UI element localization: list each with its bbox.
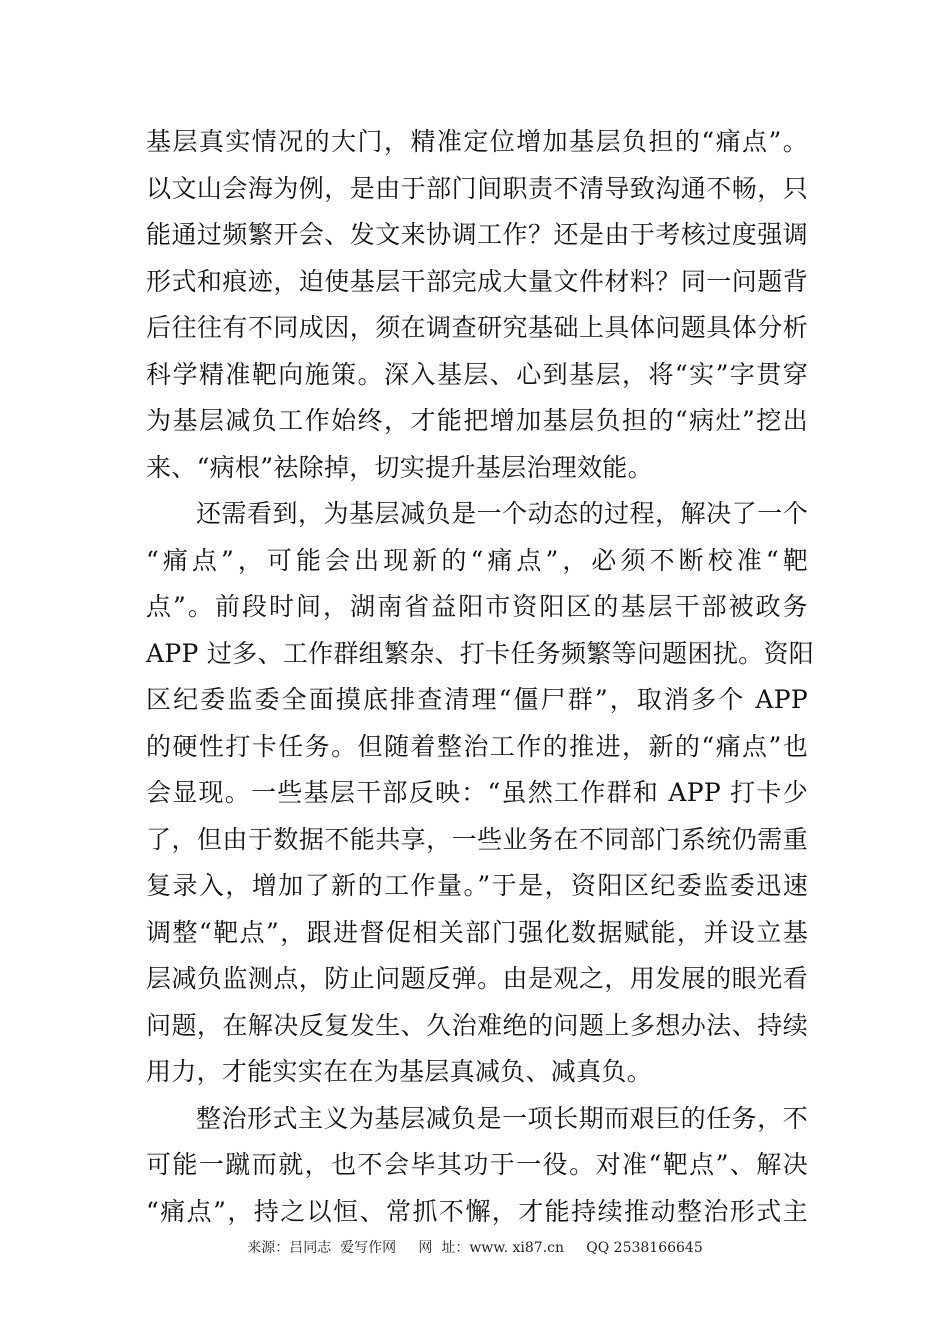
paragraph-start-line: 整治形式主义为基层减负是一项长期而艰巨的任务，不	[196, 1103, 808, 1133]
text-line: 来、“病根”祛除掉，切实提升基层治理效能。	[146, 452, 653, 482]
text-line: 区纪委监委全面摸底排查清理“僵尸群”，取消多个 APP	[146, 685, 808, 714]
text-line: 以文山会海为例，是由于部门间职责不清导致沟通不畅，只	[146, 173, 808, 203]
text-line: 了，但由于数据不能共享，一些业务在不同部门系统仍需重	[146, 824, 808, 854]
text-line: 后往往有不同成因，须在调查研究基础上具体问题具体分析	[146, 313, 808, 342]
text-line: 用力，才能实实在在为基层真减负、减真负。	[146, 1057, 653, 1086]
text-line: 点”。前段时间，湖南省益阳市资阳区的基层干部被政务	[146, 592, 808, 621]
text-line: “痛点”，持之以恒、常抓不懈，才能持续推动整治形式主	[146, 1196, 808, 1226]
text-line: 层减负监测点，防止问题反弹。由是观之，用发展的眼光看	[146, 964, 808, 993]
text-line: 的硬性打卡任务。但随着整治工作的推进，新的“痛点”也	[146, 731, 808, 761]
paragraph-start-line: 还需看到，为基层减负是一个动态的过程，解决了一个	[196, 499, 808, 528]
text-line: 形式和痕迹，迫使基层干部完成大量文件材料？同一问题背	[146, 266, 808, 296]
page-footer: 来源：吕同志 爱写作网 网 址：www. xi87.cn QQ 2538166645	[247, 1240, 703, 1256]
text-line: APP 过多、工作群组繁杂、打卡任务频繁等问题困扰。资阳	[146, 638, 815, 668]
text-line: 基层真实情况的大门，精准定位增加基层负担的“痛点”。	[146, 127, 808, 156]
text-line: 复录入，增加了新的工作量。”于是，资阳区纪委监委迅速	[146, 871, 808, 900]
article-body	[146, 119, 815, 1235]
text-line: 可能一蹴而就，也不会毕其功于一役。对准“靶点”、解决	[146, 1150, 808, 1179]
text-line: 科学精准靶向施策。深入基层、心到基层，将“实”字贯穿	[146, 359, 808, 389]
text-line: 为基层减负工作始终，才能把增加基层负担的“病灶”挖出	[146, 406, 808, 435]
text-line: “痛点”，可能会出现新的“痛点”，必须不断校准“靶	[146, 545, 808, 575]
text-line: 能通过频繁开会、发文来协调工作？还是由于考核过度强调	[146, 220, 808, 249]
text-line: 问题，在解决反复发生、久治难绝的问题上多想办法、持续	[146, 1010, 808, 1040]
text-line: 会显现。一些基层干部反映：“虽然工作群和 APP 打卡少	[146, 778, 808, 807]
text-line: 调整“靶点”，跟进督促相关部门强化数据赋能，并设立基	[146, 917, 808, 947]
